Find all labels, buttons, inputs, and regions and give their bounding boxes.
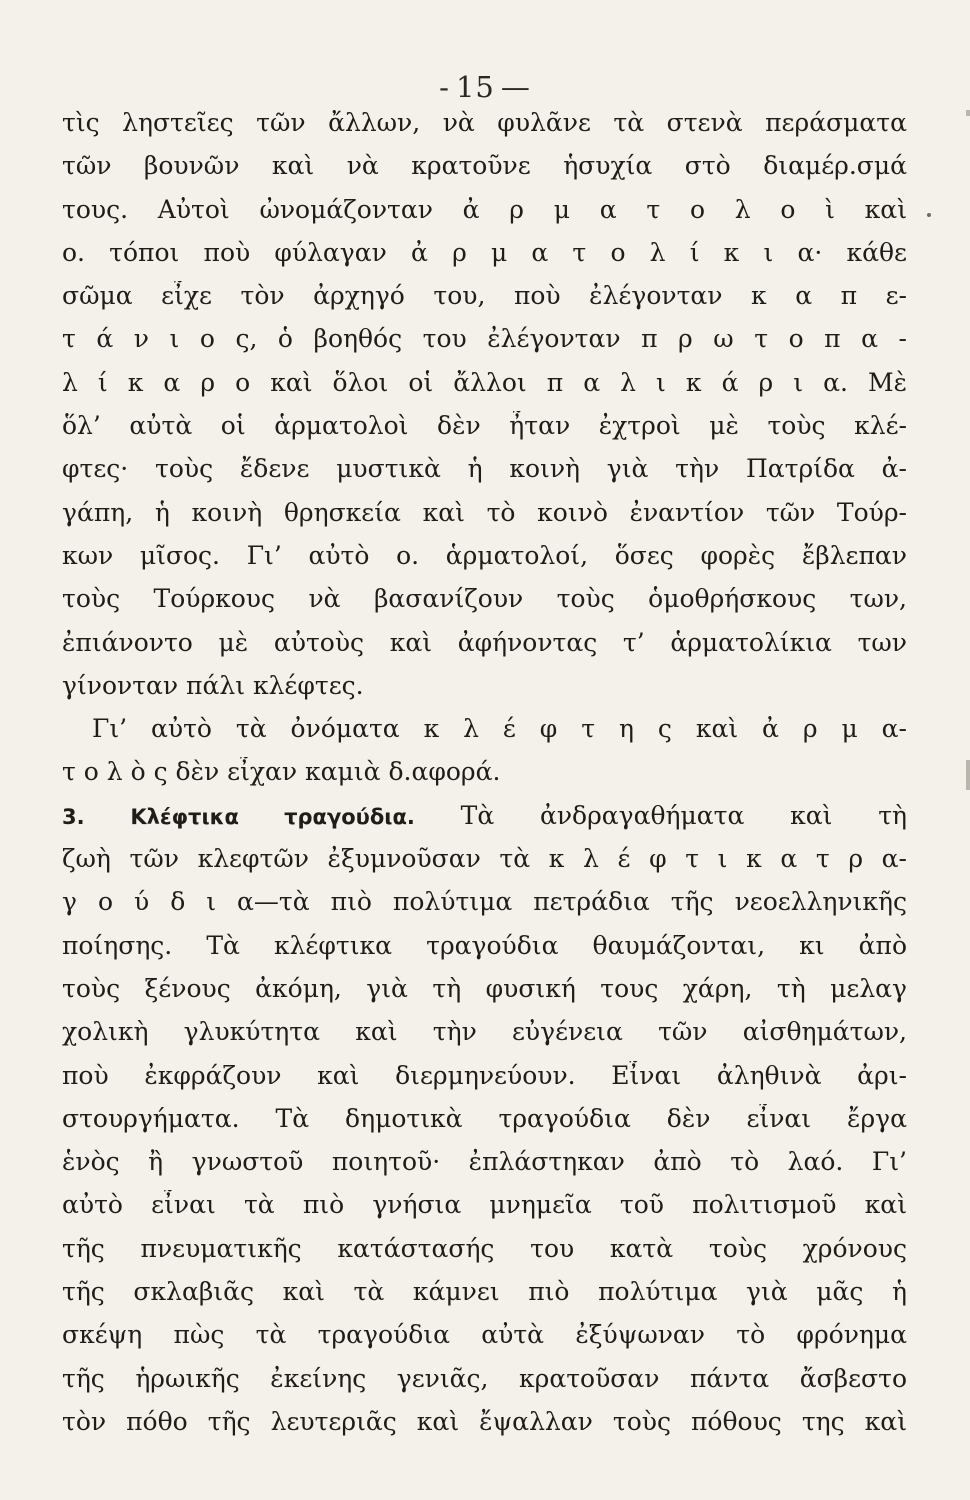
text-line: τὶς ληστεῖες τῶν ἄλλων, νὰ φυλᾶνε τὰ στενὰ περάσματα [62, 108, 907, 137]
text-line: τοὺς ξένους ἀκόμη, γιὰ τὴ φυσική τους χάρη, τὴ μελαγ [62, 973, 907, 1003]
page-number-suffix: — [500, 70, 531, 104]
text-line: χολικὴ γλυκύτητα καὶ τὴν εὐγένεια τῶν αἰσθημάτων, [62, 1017, 907, 1047]
page-number-prefix: - [439, 70, 450, 104]
text-line: γίνονταν πάλι κλέφτες. [62, 670, 364, 700]
text-line: τ ά ν ι ο ς, ὁ βοηθός του ἐλέγονταν π ρ ω τ ο π α - [62, 324, 907, 354]
text-line: ὅλ’ αὐτὰ οἱ ἁρματολοὶ δὲν ἦταν ἐχτροὶ μὲ τοὺς κλέ- [62, 411, 907, 441]
text-line: αὐτὸ εἶναι τὰ πιὸ γνήσια μνημεῖα τοῦ πολιτισμοῦ καὶ [62, 1190, 907, 1220]
text-line: τῆς ἡρωικῆς ἐκείνης γενιᾶς, κρατοῦσαν πάντα ἄσβεστο [62, 1363, 907, 1393]
page-number [0, 70, 970, 104]
text-line: ζωὴ τῶν κλεφτῶν ἐξυμνοῦσαν τὰ κ λ έ φ τ ι κ α τ ρ α- [62, 844, 907, 874]
body-text [62, 108, 907, 1450]
text-line: ποίησης. Τὰ κλέφτικα τραγούδια θαυμάζονται, κι ἀπὸ [62, 930, 907, 960]
text-line: λ ί κ α ρ ο καὶ ὅλοι οἱ ἄλλοι π α λ ι κ ά ρ ι α. Μὲ [62, 367, 907, 397]
text-line: τους. Αὐτοὶ ὠνομάζονταν ἀ ρ μ α τ ο λ ο ὶ καὶ [62, 194, 907, 224]
text-line: ο. τόποι ποὺ φύλαγαν ἀ ρ μ α τ ο λ ί κ ι α· κάθε [62, 237, 907, 267]
text-line [62, 801, 907, 844]
text-line: τῆς πνευματικῆς κατάστασής του κατὰ τοὺς χρόνους [62, 1233, 907, 1263]
text-line: φτες· τοὺς ἔδενε μυστικὰ ἡ κοινὴ γιὰ τὴν Πατρίδα ἀ- [62, 454, 907, 484]
paper-speck [927, 213, 931, 217]
text-line: στουργήματα. Τὰ δημοτικὰ τραγούδια δὲν εἶναι ἔργα [62, 1103, 907, 1133]
margin-mark [966, 110, 970, 116]
margin-mark [966, 760, 970, 790]
text-line: τοὺς Τούρκους νὰ βασανίζουν τοὺς ὁμοθρήσκους των, [62, 584, 907, 614]
section-number: 3. [62, 804, 85, 829]
page-number-value: 15 [455, 70, 495, 104]
text-line: τὸν πόθο τῆς λευτεριᾶς καὶ ἔψαλλαν τοὺς πόθους της καὶ [62, 1406, 907, 1436]
text-line: τῆς σκλαβιᾶς καὶ τὰ κάμνει πιὸ πολύτιμα γιὰ μᾶς ἡ [62, 1277, 907, 1307]
section-lead-text: Τὰ ἀνδραγαθήματα καὶ τὴ [460, 800, 907, 830]
text-line: κων μῖσος. Γι’ αὐτὸ ο. ἁρματολοί, ὅσες φορὲς ἔβλεπαν [62, 540, 907, 570]
text-line: τῶν βουνῶν καὶ νὰ κρατοῦνε ἡσυχία στὸ διαμέρ.σμά [62, 151, 907, 181]
text-line: γάπη, ἡ κοινὴ θρησκεία καὶ τὸ κοινὸ ἐναντίον τῶν Τούρ- [62, 497, 907, 527]
text-line: σκέψη πὼς τὰ τραγούδια αὐτὰ ἐξύψωναν τὸ φρόνημα [62, 1320, 907, 1350]
text-line: σῶμα εἶχε τὸν ἀρχηγό του, ποὺ ἐλέγονταν κ α π ε- [62, 281, 907, 311]
text-line: ἑνὸς ἢ γνωστοῦ ποιητοῦ· ἐπλάστηκαν ἀπὸ τὸ λαό. Γι’ [62, 1147, 907, 1177]
text-line: τ ο λ ὸ ς δὲν εἶχαν καμιὰ δ.αφορά. [62, 757, 501, 787]
text-line: ποὺ ἐκφράζουν καὶ διερμηνεύουν. Εἶναι ἀληθινὰ ἀρι- [62, 1060, 907, 1090]
text-line: Γι’ αὐτὸ τὰ ὀνόματα κ λ έ φ τ η ς καὶ ἀ ρ μ α- [92, 714, 907, 744]
text-line: γ ο ύ δ ι α—τὰ πιὸ πολύτιμα πετράδια τῆς νεοελληνικῆς [62, 887, 907, 917]
text-line: ἐπιάνοντο μὲ αὐτοὺς καὶ ἀφήνοντας τ’ ἁρματολίκια των [62, 627, 907, 657]
section-heading: Κλέφτικα τραγούδια. [130, 804, 415, 829]
